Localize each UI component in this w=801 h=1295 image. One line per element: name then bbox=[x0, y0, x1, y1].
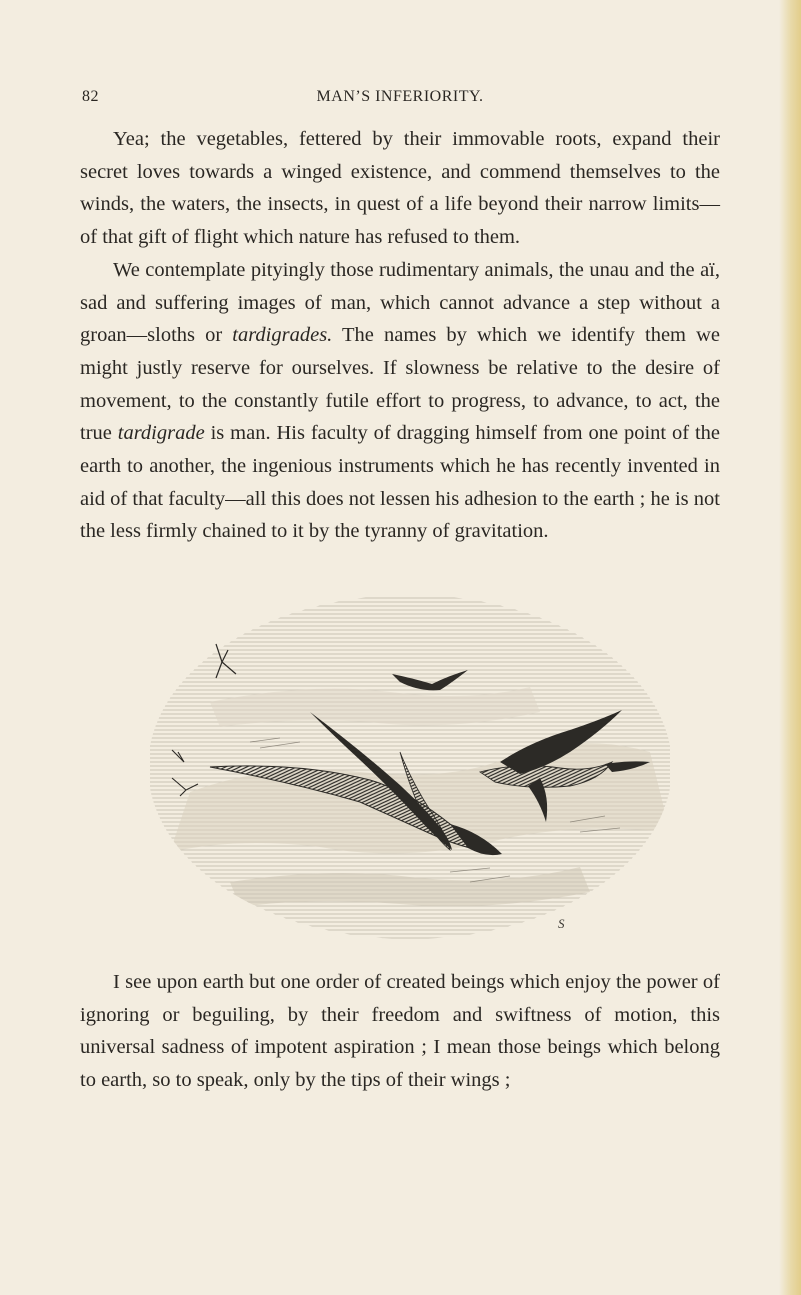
swifts-engraving bbox=[150, 592, 670, 942]
running-title: MAN’S INFERIORITY. bbox=[316, 88, 484, 105]
page-edge-discoloration bbox=[779, 0, 801, 1295]
body-text-bottom bbox=[80, 966, 720, 1097]
paragraph-3: I see upon earth but one order of created beings which enjoy the power of ignoring or beguiling, by their freedom and swiftness of motion, this universal sadness of impotent aspiration ; I mean those beings which belong to earth, so to speak, only by the tips of their wings ; bbox=[80, 971, 720, 1092]
engraver-mark: S bbox=[558, 916, 565, 931]
paragraph-1 bbox=[80, 123, 720, 254]
paragraph-2-text-b: The names by which we identify them we might justly reserve for ourselves. If slowness be relative to the desire of movement, to the constantly futile effort to progress, to advance, to act, the true bbox=[80, 324, 720, 445]
paragraph-2 bbox=[80, 254, 720, 548]
body-text-top bbox=[80, 123, 720, 548]
swifts-illustration bbox=[150, 592, 670, 942]
paragraph-2-text-c: is man. His faculty of dragging himself from one point of the earth to another, the ingenious instruments which he has recently invented in aid of that faculty—all this does not lessen his adhesion to the earth ; he is not the less firmly chained to it by the tyranny of gravitation. bbox=[80, 422, 720, 543]
page-header bbox=[80, 88, 720, 114]
paragraph-1-text: Yea; the vegetables, fettered by their immovable roots, expand their secret loves towards a winged existence, and commend themselves to the winds, the waters, the insects, in quest of a life beyond their narrow limits—of that gift of flight which nature has refused to them. bbox=[80, 128, 720, 249]
page-number: 82 bbox=[82, 88, 99, 105]
paragraph-2-text-a: We contemplate pityingly those rudimentary animals, the unau and the aï, sad and suffering images of man, which cannot advance a step without a groan—sloths or bbox=[80, 258, 720, 347]
italic-tardigrades: tardigrades. bbox=[232, 324, 333, 347]
italic-tardigrade: tardigrade bbox=[117, 422, 205, 445]
